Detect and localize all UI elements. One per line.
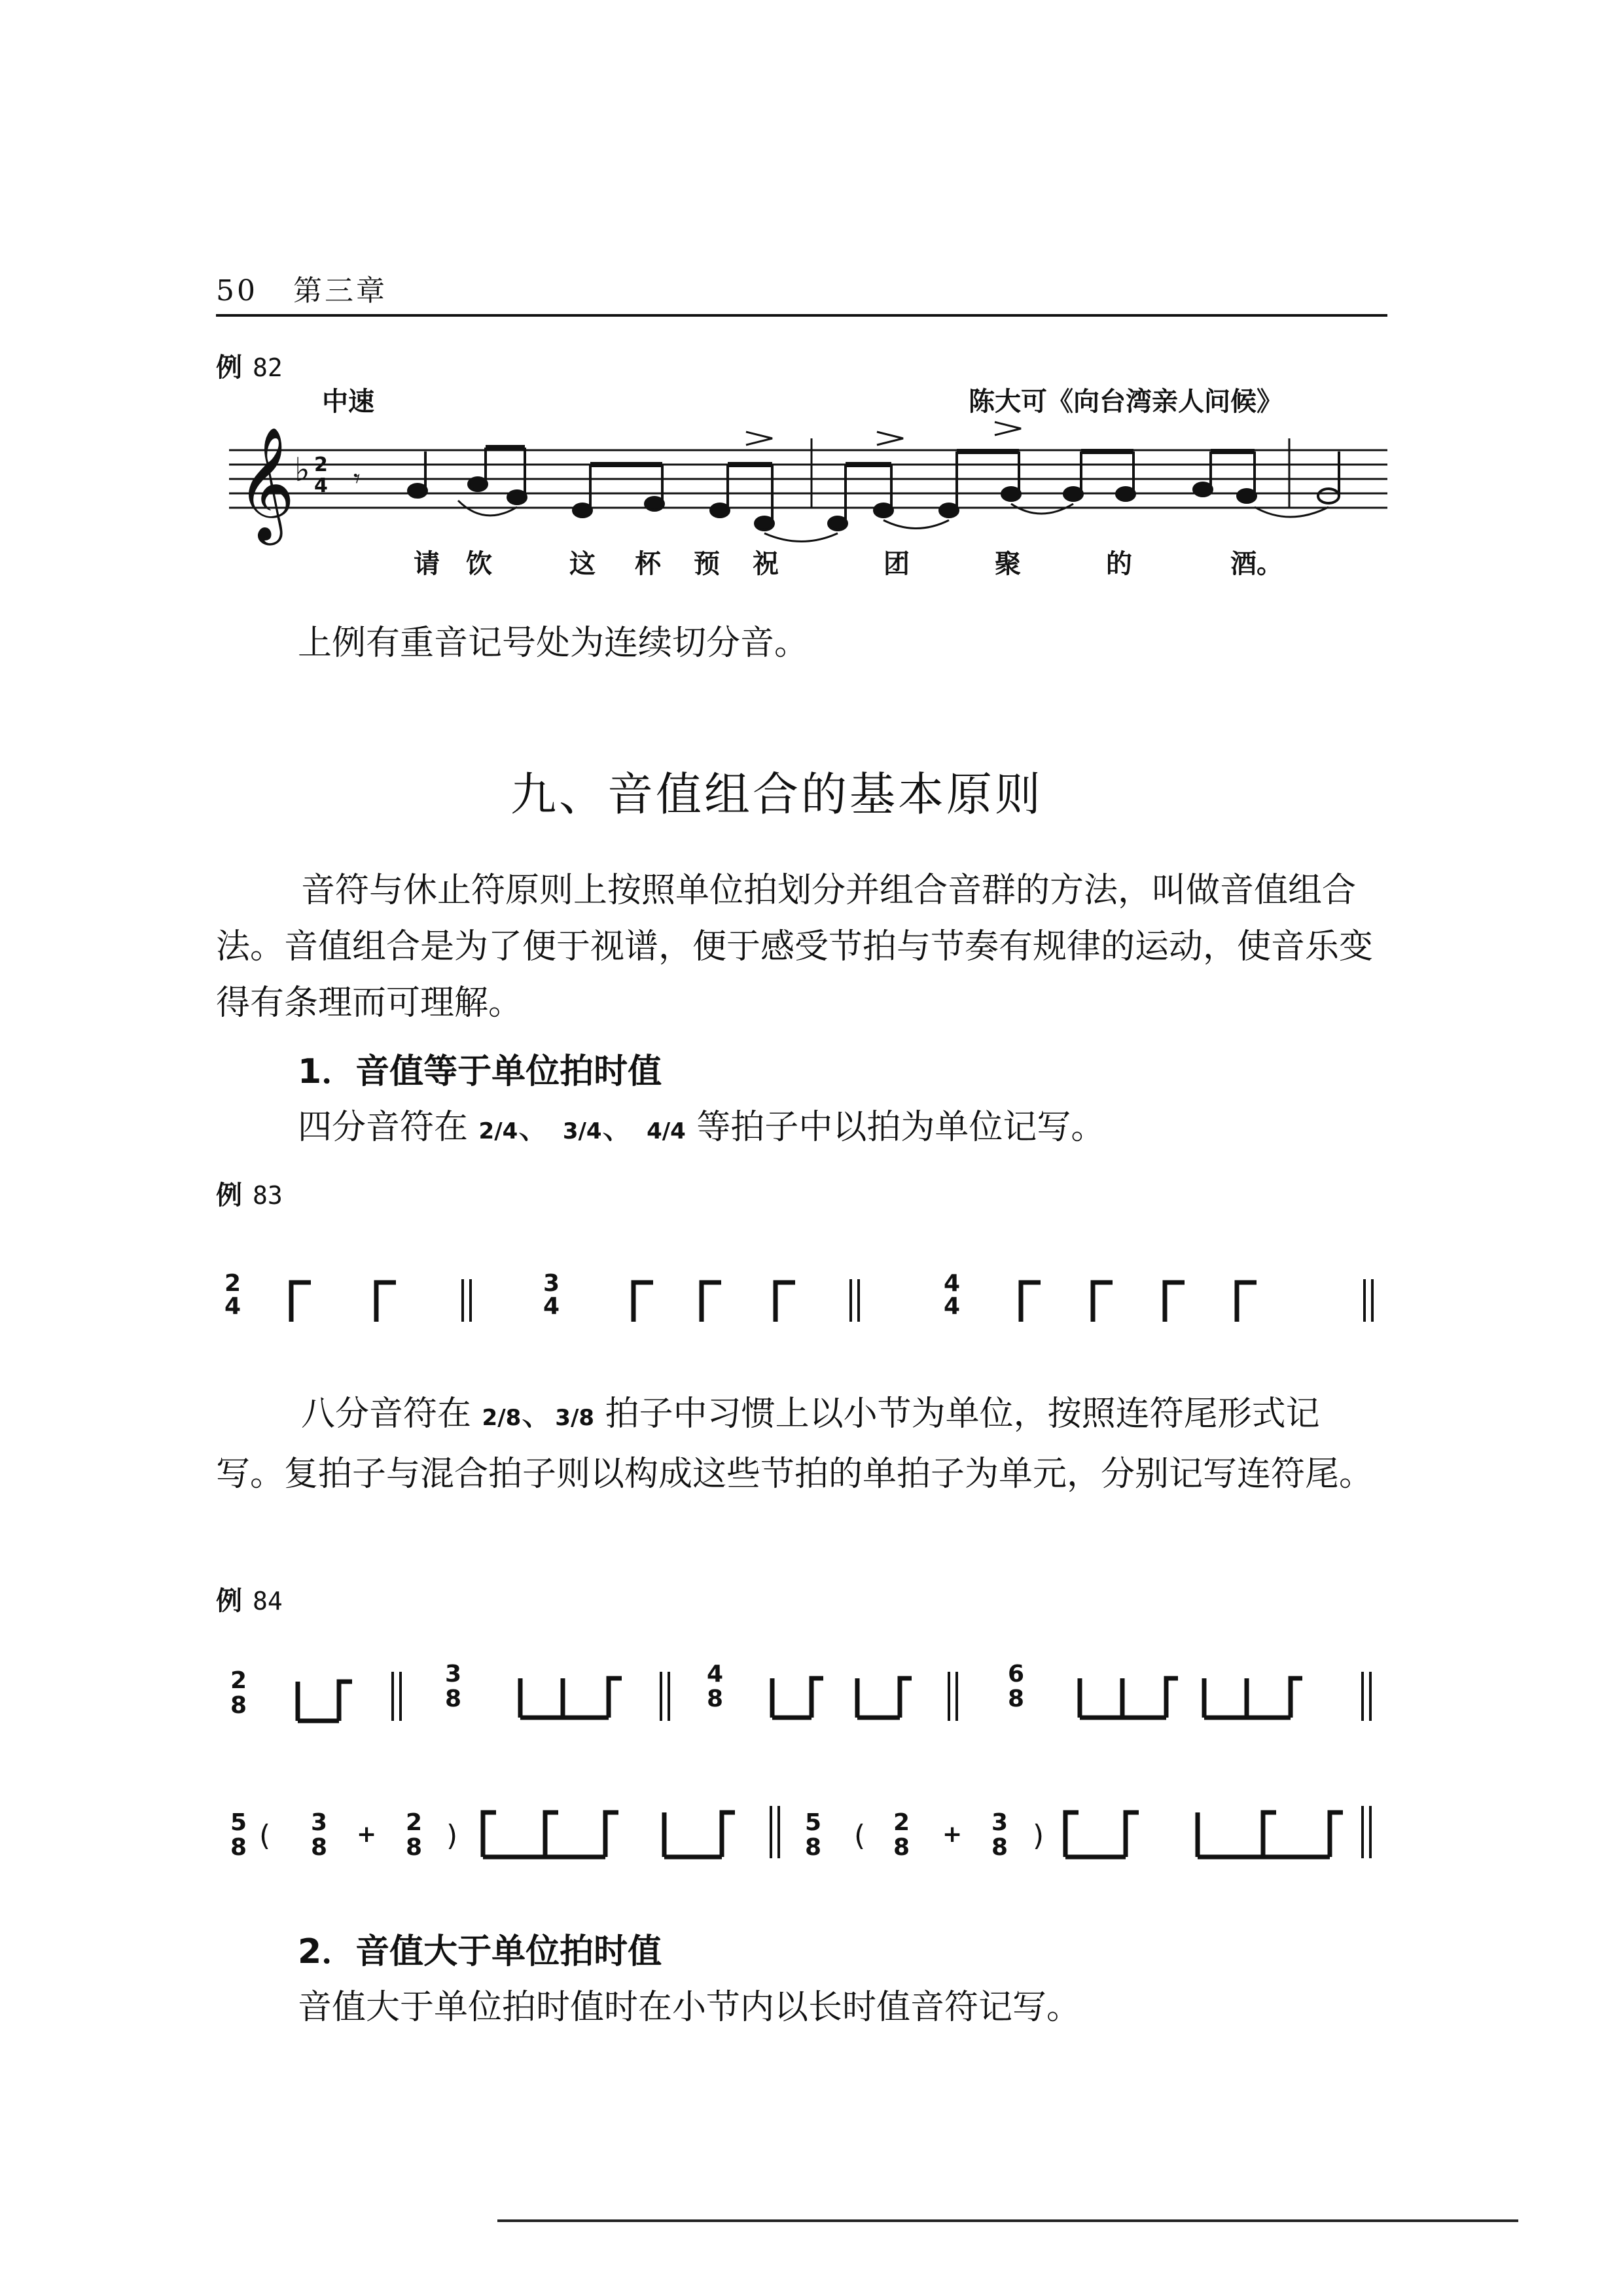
lyric-syllable: 这 [569, 549, 596, 579]
lyric-syllable: 团 [883, 549, 910, 579]
svg-text:8: 8 [445, 1686, 462, 1712]
section-title: 九、音值组合的基本原则 [510, 768, 1043, 821]
example-label-text: 例 [216, 353, 242, 383]
example-number: 82 [253, 353, 283, 382]
rule-1-text-before: 四分音符在 [298, 1108, 469, 1147]
svg-text:8: 8 [230, 1692, 247, 1719]
meter-inline: 4/4 [647, 1118, 686, 1144]
song-credit: 陈大可《向台湾亲人问候》 [969, 387, 1283, 417]
svg-text:+: + [357, 1821, 377, 1848]
lyric-syllable: 的 [1106, 549, 1132, 579]
lyric-syllable: 酒。 [1230, 549, 1283, 579]
svg-text:): ) [1033, 1819, 1044, 1852]
svg-text:8: 8 [406, 1834, 423, 1861]
svg-text:(: ( [854, 1819, 866, 1852]
svg-text:5: 5 [230, 1809, 247, 1836]
svg-text:8: 8 [805, 1834, 822, 1861]
lyric-syllable: 聚 [995, 549, 1021, 579]
note-syncopation: 上例有重音记号处为连续切分音。 [298, 624, 809, 663]
svg-text:8: 8 [230, 1834, 247, 1861]
meter-numerator: 4 [944, 1270, 961, 1297]
intro-paragraph: 音符与休止符原则上按照单位拍划分并组合音群的方法，叫做音值组合法。音值组合是为了便于视谱，便于感受节拍与节奏有规律的运动，使音乐变得有条理而可理解。 [216, 871, 1374, 1023]
eighth-text-2: 拍子中习惯上以小节为单位，按照连符尾形式记写。复拍子与混合拍子则以构成这些节拍的单拍子为单元，分别记写连符尾。 [216, 1394, 1374, 1494]
svg-text:2: 2 [893, 1809, 910, 1836]
meter-denominator: 4 [224, 1293, 241, 1320]
svg-text:8: 8 [991, 1834, 1008, 1861]
meter-denominator: 4 [543, 1293, 560, 1320]
svg-text:3: 3 [445, 1661, 462, 1687]
rule-1-heading: 1．音值等于单位拍时值 [298, 1052, 662, 1091]
svg-text:8: 8 [893, 1834, 910, 1861]
lyric-syllable: 预 [694, 549, 720, 579]
svg-text:8: 8 [311, 1834, 328, 1861]
svg-text:3: 3 [311, 1809, 328, 1836]
lyric-syllable: 杯 [635, 549, 661, 579]
lyric-syllable: 请 [414, 549, 440, 579]
lyric-syllable: 饮 [466, 549, 492, 579]
meter-numerator: 2 [224, 1270, 241, 1297]
svg-text:4: 4 [707, 1661, 724, 1687]
svg-text:2: 2 [406, 1809, 423, 1836]
svg-text:(: ( [259, 1819, 271, 1852]
example-number: 84 [253, 1587, 283, 1616]
page-number: 50 [216, 274, 258, 308]
svg-text:2: 2 [230, 1667, 247, 1694]
svg-text:3: 3 [991, 1809, 1008, 1836]
meter-inline: 3/8 [555, 1405, 595, 1431]
meter-denominator: 4 [944, 1293, 961, 1320]
meter-inline: 2/8 [482, 1405, 522, 1431]
svg-text:8: 8 [1008, 1686, 1025, 1712]
svg-text:): ) [446, 1819, 458, 1852]
lyric-syllable: 祝 [753, 549, 779, 579]
tempo-marking: 中速 [322, 387, 374, 417]
svg-text:𝄾: 𝄾 [353, 464, 361, 494]
rule-2-heading: 2．音值大于单位拍时值 [298, 1932, 662, 1971]
svg-text:+: + [942, 1821, 963, 1848]
rule-1-text-after: 等拍子中以拍为单位记写。 [696, 1108, 1105, 1147]
svg-text:♭: ♭ [294, 451, 310, 489]
treble-clef-icon: 𝄞 [237, 427, 295, 540]
svg-text:4: 4 [314, 474, 328, 497]
svg-text:5: 5 [805, 1809, 822, 1836]
svg-text:2: 2 [314, 453, 328, 476]
example-label-text: 例 [216, 1180, 242, 1210]
example-number: 83 [253, 1181, 283, 1210]
eighth-paragraph: 八分音符在 2/8、3/8 拍子中习惯上以小节为单位，按照连符尾形式记写。复拍子与混合拍子则以构成这些节拍的单拍子为单元，分别记写连符尾。 [216, 1394, 1374, 1494]
meter-inline: 2/4 [478, 1118, 518, 1144]
meter-inline: 3/4 [562, 1118, 602, 1144]
eighth-text-1: 八分音符在 [301, 1394, 472, 1434]
rule-2-text: 音值大于单位拍时值时在小节内以长时值音符记写。 [298, 1988, 1081, 2027]
meter-numerator: 3 [543, 1270, 560, 1297]
rule-1-text: 四分音符在 2/4、 3/4、 4/4 等拍子中以拍为单位记写。 [298, 1108, 1105, 1147]
svg-text:8: 8 [707, 1686, 724, 1712]
chapter-title: 第三章 [293, 274, 387, 308]
footer-rule [497, 2219, 1518, 2222]
svg-text:6: 6 [1008, 1661, 1025, 1687]
example-label-text: 例 [216, 1586, 242, 1616]
